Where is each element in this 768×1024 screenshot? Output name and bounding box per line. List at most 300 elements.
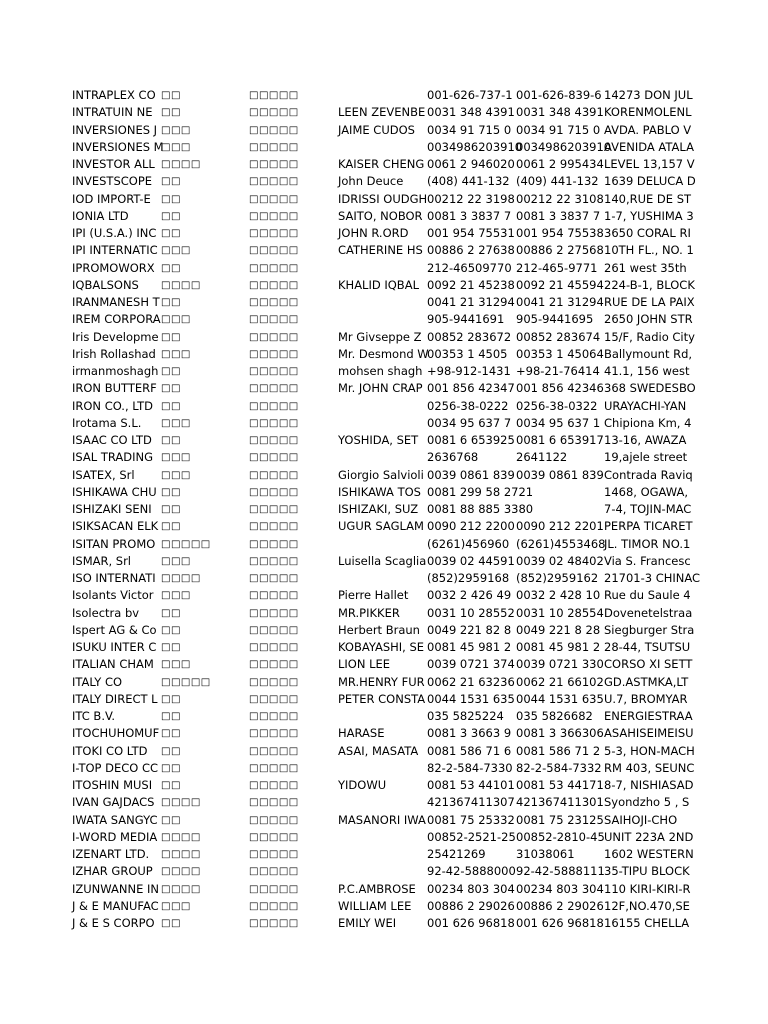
mark-cell: □□ bbox=[161, 262, 181, 274]
mark-cell: □□ bbox=[161, 366, 181, 377]
name-cell: Isolectra bv bbox=[72, 605, 140, 620]
fax-cell: 001 626 96818 bbox=[516, 916, 604, 930]
code-cell: □□□□□ bbox=[249, 348, 299, 360]
fax-cell: 0041 21 31294 bbox=[516, 295, 604, 309]
contact-cell bbox=[338, 829, 426, 846]
fax-cell: 035 5826682 bbox=[516, 709, 593, 723]
name-cell: ISHIKAWA CHU bbox=[72, 484, 157, 499]
phone-cell: 0081 75 25332 bbox=[427, 812, 515, 827]
fax-cell: 0044 1531 635 bbox=[516, 691, 604, 706]
fax-cell: 0034 91 715 0 bbox=[516, 122, 601, 137]
table-row bbox=[0, 501, 768, 518]
name-cell: ITOKI CO LTD bbox=[72, 743, 148, 758]
mark-cell: □□ bbox=[161, 435, 181, 446]
name-cell: IZHAR GROUP bbox=[72, 864, 153, 879]
address-cell: 14273 DON JUL bbox=[604, 88, 693, 102]
phone-cell: 00852-2521-25 bbox=[427, 829, 516, 844]
contact-cell: WILLIAM LEE bbox=[338, 898, 412, 913]
contact-cell: UGUR SAGLAM bbox=[338, 519, 424, 534]
name-cell: Ispert AG & Co bbox=[72, 622, 157, 637]
table-row bbox=[0, 656, 768, 673]
address-cell: 41.1, 156 west bbox=[604, 364, 690, 378]
name-cell: IRANMANESH T bbox=[72, 295, 160, 309]
fax-cell: 0256-38-0322 bbox=[516, 398, 598, 413]
table-row bbox=[0, 311, 768, 328]
mark-cell: □□ bbox=[161, 780, 181, 791]
mark-cell: □□ bbox=[161, 90, 181, 101]
address-cell: ENERGIESTRAA bbox=[604, 709, 693, 723]
fax-cell: 31038061 bbox=[516, 847, 575, 861]
code-cell: □□□□□ bbox=[249, 176, 299, 188]
name-cell: I-WORD MEDIA bbox=[72, 829, 158, 844]
mark-cell: □□□□ bbox=[161, 849, 201, 860]
fax-cell: 00353 1 45064 bbox=[516, 346, 604, 361]
fax-cell: 0062 21 66102 bbox=[516, 674, 604, 689]
address-cell: ASAHISEIMEISU bbox=[604, 726, 694, 741]
mark-cell: □□ bbox=[161, 228, 181, 239]
name-cell: ISITAN PROMO bbox=[72, 536, 156, 551]
table-row bbox=[0, 760, 768, 777]
address-cell: Syondzho 5 , S bbox=[604, 795, 690, 810]
phone-cell: 0039 0721 374 bbox=[427, 657, 515, 672]
fax-cell: 00212 22 3108 bbox=[516, 191, 604, 206]
contact-cell: CATHERINE HS bbox=[338, 243, 423, 258]
code-cell: □□□□□ bbox=[249, 210, 299, 222]
table-row bbox=[0, 743, 768, 760]
name-cell: Irotama S.L. bbox=[72, 415, 142, 430]
name-cell: IRON BUTTERF bbox=[72, 381, 157, 396]
phone-cell: 0039 0861 839 bbox=[427, 467, 515, 482]
contact-cell: John Deuce bbox=[338, 174, 404, 189]
address-cell: 368 SWEDESBO bbox=[604, 381, 696, 396]
contact-cell: MR.PIKKER bbox=[338, 605, 400, 620]
table-row bbox=[0, 587, 768, 604]
address-cell: 21701-3 CHINAC bbox=[604, 571, 701, 585]
phone-cell: 00353 1 4505 bbox=[427, 346, 508, 361]
fax-cell: 001 856 42346 bbox=[516, 381, 604, 396]
table-row bbox=[0, 605, 768, 622]
address-cell: 16155 CHELLA bbox=[604, 916, 690, 930]
fax-cell: 82-2-584-7332 bbox=[516, 760, 602, 775]
address-cell: 110 KIRI-KIRI-R bbox=[604, 881, 691, 896]
mark-cell: □□ bbox=[161, 297, 181, 308]
phone-cell: 0256-38-0222 bbox=[427, 398, 509, 413]
mark-cell: □□□□ bbox=[161, 866, 201, 878]
address-cell: 35-TIPU BLOCK bbox=[604, 864, 690, 879]
phone-cell: 0041 21 31294 bbox=[427, 295, 515, 309]
mark-cell: □□□ bbox=[161, 659, 191, 671]
address-cell: U.7, BROMYAR bbox=[604, 691, 688, 706]
mark-cell: □□□ bbox=[161, 900, 191, 912]
contact-cell bbox=[338, 415, 426, 432]
contact-cell: P.C.AMBROSE bbox=[338, 881, 416, 896]
name-cell: J & E S CORPO bbox=[72, 916, 155, 930]
table-row bbox=[0, 173, 768, 190]
code-cell: □□□□□ bbox=[249, 124, 299, 136]
table-row bbox=[0, 570, 768, 587]
code-cell: □□□□□ bbox=[249, 159, 299, 170]
table-row bbox=[0, 432, 768, 449]
fax-cell: 0039 02 48402 bbox=[516, 553, 604, 568]
phone-cell: 00234 803 304 bbox=[427, 881, 515, 896]
fax-cell: 0081 75 23125 bbox=[516, 812, 604, 827]
contact-cell: ASAI, MASATA bbox=[338, 743, 419, 758]
fax-cell: 00234 803 304 bbox=[516, 881, 604, 896]
phone-cell: 2636768 bbox=[427, 450, 479, 465]
phone-cell: 421367411307 bbox=[427, 795, 515, 810]
code-cell: □□□□□ bbox=[249, 366, 299, 377]
name-cell: INTRAPLEX CO bbox=[72, 88, 156, 102]
address-cell: Ballymount Rd, bbox=[604, 346, 693, 361]
phone-cell: 92-42-5888000 bbox=[427, 864, 516, 879]
address-cell: PERPA TICARET bbox=[604, 519, 693, 534]
phone-cell: 035 5825224 bbox=[427, 709, 504, 723]
mark-cell: □□□□ bbox=[161, 279, 201, 291]
mark-cell: □□ bbox=[161, 762, 181, 774]
fax-cell: 001 954 75538 bbox=[516, 226, 604, 240]
table-row bbox=[0, 812, 768, 829]
fax-cell: 00852 283674 bbox=[516, 329, 601, 344]
table-row bbox=[0, 139, 768, 156]
phone-cell: 0039 02 44591 bbox=[427, 553, 515, 568]
address-cell: 2650 JOHN STR bbox=[604, 312, 693, 327]
mark-cell: □□ bbox=[161, 728, 181, 740]
contact-cell bbox=[338, 87, 426, 104]
mark-cell: □□□ bbox=[161, 590, 191, 602]
contact-cell bbox=[338, 570, 426, 587]
mark-cell: □□ bbox=[161, 400, 181, 412]
name-cell: ISAAC CO LTD bbox=[72, 433, 152, 447]
mark-cell: □□□□ bbox=[161, 831, 201, 843]
address-cell: GD.ASTMKA,LT bbox=[604, 674, 689, 689]
mark-cell: □□□ bbox=[161, 417, 191, 429]
phone-cell: 82-2-584-7330 bbox=[427, 760, 513, 775]
fax-cell: 0090 212 2201 bbox=[516, 519, 604, 534]
code-cell: □□□□□ bbox=[249, 866, 299, 878]
mark-cell: □□ bbox=[161, 693, 181, 705]
code-cell: □□□□□ bbox=[249, 107, 299, 119]
fax-cell: 0081 586 71 2 bbox=[516, 743, 601, 758]
table-row bbox=[0, 122, 768, 139]
code-cell: □□□□□ bbox=[249, 486, 299, 498]
contact-cell bbox=[338, 863, 426, 880]
table-row bbox=[0, 863, 768, 880]
fax-cell: 0031 348 4391 bbox=[516, 105, 604, 120]
code-cell: □□□□□ bbox=[249, 780, 299, 791]
address-cell: 1639 DELUCA D bbox=[604, 174, 696, 189]
table-row bbox=[0, 294, 768, 311]
table-row bbox=[0, 674, 768, 691]
code-cell: □□□□□ bbox=[249, 417, 299, 429]
contact-cell bbox=[338, 760, 426, 777]
name-cell: ISAL TRADING bbox=[72, 450, 154, 465]
address-cell: KORENMOLENL bbox=[604, 105, 692, 120]
code-cell: □□□□□ bbox=[249, 849, 299, 860]
mark-cell: □□ bbox=[161, 486, 181, 498]
table-row bbox=[0, 191, 768, 208]
code-cell: □□□□□ bbox=[249, 262, 299, 274]
contact-cell: MR.HENRY FUR bbox=[338, 674, 425, 689]
contact-cell bbox=[338, 139, 426, 156]
phone-cell: 0081 586 71 6 bbox=[427, 743, 512, 758]
address-cell: RUE DE LA PAIX bbox=[604, 295, 695, 309]
code-cell: □□□□□ bbox=[249, 590, 299, 602]
contact-cell: SAITO, NOBOR bbox=[338, 208, 423, 223]
contact-cell: ISHIKAWA TOS bbox=[338, 484, 421, 499]
address-cell: 7-4, TOJIN-MAC bbox=[604, 502, 692, 516]
contact-cell bbox=[338, 260, 426, 277]
contact-cell bbox=[338, 536, 426, 553]
table-row bbox=[0, 242, 768, 259]
contact-cell: Mr. JOHN CRAP bbox=[338, 381, 423, 396]
name-cell: ITC B.V. bbox=[72, 709, 116, 723]
fax-cell: 0032 2 428 10 bbox=[516, 588, 601, 603]
phone-cell: 0062 21 63236 bbox=[427, 674, 515, 689]
contact-cell bbox=[338, 311, 426, 328]
table-row bbox=[0, 380, 768, 397]
code-cell: □□□□□ bbox=[249, 918, 299, 929]
phone-cell: 0034 95 637 7 bbox=[427, 415, 512, 430]
mark-cell: □□□□ bbox=[161, 573, 201, 584]
address-cell: 13-16, AWAZA bbox=[604, 433, 687, 447]
contact-cell bbox=[338, 794, 426, 811]
code-cell: □□□□□ bbox=[249, 676, 299, 688]
contact-cell: Mr. Desmond W bbox=[338, 346, 429, 361]
mark-cell: □□ bbox=[161, 918, 181, 929]
table-row bbox=[0, 794, 768, 811]
phone-cell: 0081 299 58 2721 bbox=[427, 484, 534, 499]
name-cell: ITALY DIRECT L bbox=[72, 691, 158, 706]
contact-cell: Mr Givseppe Z bbox=[338, 329, 422, 344]
table-row bbox=[0, 363, 768, 380]
table-row bbox=[0, 639, 768, 656]
name-cell: IONIA LTD bbox=[72, 208, 129, 223]
name-cell: ITOCHUHOMUF bbox=[72, 726, 160, 741]
fax-cell: 0081 3 366306 bbox=[516, 726, 604, 741]
name-cell: Isolants Victor bbox=[72, 588, 154, 603]
mark-cell: □□ bbox=[161, 745, 181, 757]
mark-cell: □□ bbox=[161, 504, 181, 515]
fax-cell: 0049 221 8 28 bbox=[516, 622, 601, 637]
name-cell: IWATA SANGYC bbox=[72, 812, 158, 827]
address-cell: RM 403, SEUNC bbox=[604, 760, 695, 775]
table-row bbox=[0, 346, 768, 363]
phone-cell: 0044 1531 635 bbox=[427, 691, 515, 706]
contact-cell: Herbert Braun bbox=[338, 622, 420, 637]
fax-cell: 0039 0721 330 bbox=[516, 657, 604, 672]
phone-cell: 001-626-737-1 bbox=[427, 88, 513, 102]
code-cell: □□□□□ bbox=[249, 573, 299, 584]
phone-cell: 00886 2 29026 bbox=[427, 898, 515, 913]
mark-cell: □□ bbox=[161, 383, 181, 395]
phone-cell: 0034 91 715 0 bbox=[427, 122, 512, 137]
contact-cell: KAISER CHENG bbox=[338, 157, 425, 171]
contact-cell: JOHN R.ORD bbox=[338, 226, 409, 240]
code-cell: □□□□□ bbox=[249, 400, 299, 412]
table-row bbox=[0, 156, 768, 173]
address-cell: Contrada Raviq bbox=[604, 467, 693, 482]
phone-cell: 212-46509770 bbox=[427, 260, 512, 275]
phone-cell: 25421269 bbox=[427, 847, 486, 861]
mark-cell: □□□□ bbox=[161, 883, 201, 895]
name-cell: IREM CORPORA bbox=[72, 312, 161, 327]
phone-cell: 001 856 42347 bbox=[427, 381, 515, 396]
table-row bbox=[0, 708, 768, 725]
phone-cell: +98-912-1431 bbox=[427, 364, 511, 378]
name-cell: INVESTSCOPE bbox=[72, 174, 153, 189]
name-cell: I-TOP DECO CC bbox=[72, 760, 159, 775]
contact-cell: LION LEE bbox=[338, 657, 391, 672]
table-row bbox=[0, 415, 768, 432]
mark-cell: □□□ bbox=[161, 245, 191, 257]
address-cell: CORSO XI SETT bbox=[604, 657, 693, 672]
phone-cell: 0081 3 3837 7 bbox=[427, 208, 512, 223]
mark-cell: □□ bbox=[161, 176, 181, 188]
address-cell: Dovenetelstraa bbox=[604, 605, 693, 620]
code-cell: □□□□□ bbox=[249, 279, 299, 291]
code-cell: □□□□□ bbox=[249, 141, 299, 153]
name-cell: IRON CO., LTD bbox=[72, 398, 153, 413]
table-row bbox=[0, 691, 768, 708]
table-row bbox=[0, 467, 768, 484]
address-cell: AVENIDA ATALA bbox=[604, 139, 694, 154]
address-cell: 1468, OGAWA, bbox=[604, 484, 689, 499]
name-cell: INVERSIONES J bbox=[72, 122, 158, 137]
phone-cell: 0081 45 981 2 bbox=[427, 640, 512, 654]
phone-cell: 0081 3 3663 9 bbox=[427, 726, 512, 741]
address-cell: AVDA. PABLO V bbox=[604, 122, 692, 137]
fax-cell: (6261)4553468 bbox=[516, 536, 606, 551]
fax-cell: 2641122 bbox=[516, 450, 568, 465]
contact-cell: IDRISSI OUDGH bbox=[338, 191, 428, 206]
fax-cell bbox=[516, 484, 604, 501]
mark-cell: □□□ bbox=[161, 314, 191, 326]
address-cell: 1-7, YUSHIMA 3 bbox=[604, 208, 694, 223]
code-cell: □□□□□ bbox=[249, 814, 299, 826]
table-row bbox=[0, 829, 768, 846]
fax-cell: 001-626-839-6 bbox=[516, 88, 602, 102]
phone-cell: 00852 283672 bbox=[427, 329, 512, 344]
name-cell: IPI (U.S.A.) INC bbox=[72, 226, 157, 240]
address-cell: 140,RUE DE ST bbox=[604, 191, 692, 206]
phone-cell: 0031 348 4391 bbox=[427, 105, 515, 120]
mark-cell: □□ bbox=[161, 210, 181, 222]
fax-cell: 0039 0861 839 bbox=[516, 467, 604, 482]
code-cell: □□□□□ bbox=[249, 469, 299, 481]
code-cell: □□□□□ bbox=[249, 728, 299, 740]
fax-cell: 905-9441695 bbox=[516, 312, 594, 327]
table-row bbox=[0, 915, 768, 932]
fax-cell: 0061 2 995434 bbox=[516, 157, 604, 171]
code-cell: □□□□□ bbox=[249, 693, 299, 705]
mark-cell: □□□ bbox=[161, 141, 191, 153]
fax-cell: 0081 6 653917 bbox=[516, 433, 604, 447]
contact-cell: KOBAYASHI, SE bbox=[338, 640, 425, 654]
mark-cell: □□ bbox=[161, 193, 181, 205]
address-cell: 28-44, TSUTSU bbox=[604, 640, 691, 654]
phone-cell: 0032 2 426 49 bbox=[427, 588, 512, 603]
phone-cell: 0090 212 2200 bbox=[427, 519, 515, 534]
contact-cell: YIDOWU bbox=[338, 778, 387, 792]
contact-cell bbox=[338, 398, 426, 415]
phone-cell: (852)2959168 bbox=[427, 571, 510, 585]
name-cell: IPI INTERNATIC bbox=[72, 243, 158, 258]
table-row bbox=[0, 725, 768, 742]
code-cell: □□□□□ bbox=[249, 435, 299, 446]
contact-cell: LEEN ZEVENBE bbox=[338, 105, 426, 120]
phone-cell: 0049 221 82 8 bbox=[427, 622, 512, 637]
fax-cell: 92-42-5888111 bbox=[516, 864, 605, 879]
code-cell: □□□□□ bbox=[249, 900, 299, 912]
name-cell: IQBALSONS bbox=[72, 277, 139, 292]
code-cell: □□□□□ bbox=[249, 642, 299, 653]
phone-cell: 00886 2 27638 bbox=[427, 243, 515, 258]
mark-cell: □□ bbox=[161, 607, 181, 619]
address-cell: 5-3, HON-MACH bbox=[604, 743, 695, 758]
code-cell: □□□□□ bbox=[249, 245, 299, 257]
fax-cell: 0034 95 637 1 bbox=[516, 415, 601, 430]
mark-cell: □□□□□ bbox=[161, 676, 211, 688]
mark-cell: □□□ bbox=[161, 124, 191, 136]
code-cell: □□□□□ bbox=[249, 452, 299, 464]
table-row bbox=[0, 104, 768, 121]
phone-cell: 0081 6 653925 bbox=[427, 433, 515, 447]
fax-cell: 0092 21 45594 bbox=[516, 277, 604, 292]
name-cell: Irish Rollashad bbox=[72, 346, 156, 361]
address-cell: 261 west 35th bbox=[604, 260, 687, 275]
name-cell: ISIKSACAN ELK bbox=[72, 519, 159, 534]
name-cell: ISHIZAKI SENI bbox=[72, 502, 152, 516]
fax-cell: 0081 3 3837 7 bbox=[516, 208, 601, 223]
table-row bbox=[0, 881, 768, 898]
code-cell: □□□□□ bbox=[249, 314, 299, 326]
address-cell: URAYACHI-YAN bbox=[604, 398, 687, 413]
spreadsheet-table bbox=[0, 87, 768, 932]
table-row bbox=[0, 398, 768, 415]
table-row bbox=[0, 553, 768, 570]
fax-cell: 0081 53 44171 bbox=[516, 778, 604, 792]
mark-cell: □□ bbox=[161, 331, 181, 343]
address-cell: Rue du Saule 4 bbox=[604, 588, 691, 603]
name-cell: INVESTOR ALL bbox=[72, 157, 155, 171]
phone-cell: 0034986203910 bbox=[427, 139, 523, 154]
mark-cell: □□ bbox=[161, 814, 181, 826]
fax-cell: 0031 10 28554 bbox=[516, 605, 604, 620]
address-cell: Siegburger Stra bbox=[604, 622, 695, 637]
phone-cell: 0031 10 28552 bbox=[427, 605, 515, 620]
table-row bbox=[0, 225, 768, 242]
contact-cell: Luisella Scaglia bbox=[338, 553, 427, 568]
code-cell: □□□□□ bbox=[249, 607, 299, 619]
contact-cell: mohsen shagh bbox=[338, 364, 423, 378]
table-row bbox=[0, 518, 768, 535]
code-cell: □□□□□ bbox=[249, 555, 299, 567]
name-cell: ITOSHIN MUSI bbox=[72, 778, 153, 792]
fax-cell bbox=[516, 501, 604, 518]
fax-cell: 00852-2810-45 bbox=[516, 829, 605, 844]
phone-cell: 0081 88 885 3380 bbox=[427, 502, 534, 516]
contact-cell bbox=[338, 449, 426, 466]
address-cell: 224-B-1, BLOCK bbox=[604, 277, 695, 292]
name-cell: INTRATUIN NE bbox=[72, 105, 153, 120]
address-cell: 1602 WESTERN bbox=[604, 847, 694, 861]
address-cell: Via S. Francesc bbox=[604, 553, 691, 568]
phone-cell: 0092 21 45238 bbox=[427, 277, 515, 292]
name-cell: ISATEX, Srl bbox=[72, 467, 135, 482]
table-row bbox=[0, 622, 768, 639]
contact-cell bbox=[338, 294, 426, 311]
code-cell: □□□□□ bbox=[249, 538, 299, 550]
